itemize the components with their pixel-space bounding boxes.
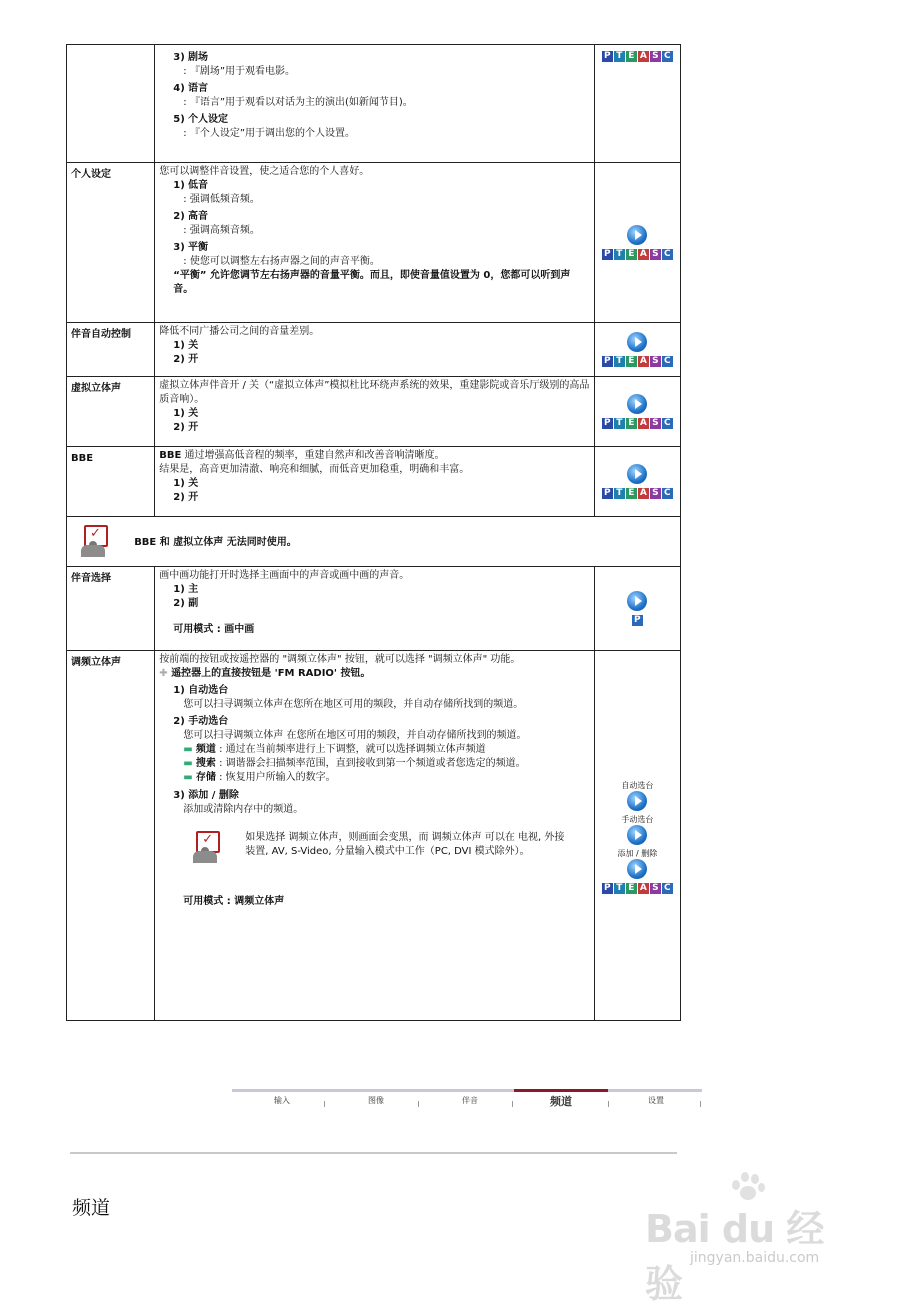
table-row: BBE BBE 通过增强高低音程的频率，重建自然声和改善音响清晰度。 结果是，高音更加清澈、响亮和细腻，而低音更加稳重，明确和丰富。 1) 关 2) 开 P T E A S C [67,447,681,517]
tab-sound[interactable]: 伴音 [462,1096,478,1105]
pteasc-badge: P T E A S C [602,249,673,260]
memo-icon: ✓ [77,525,111,559]
tab-channel[interactable]: 频道 [550,1095,572,1108]
play-icon[interactable] [627,591,647,611]
table-row: 个人设定 您可以调整伴音设置，使之适合您的个人喜好。 1) 低音 : 强调低频音频。 2) 高音 : 强调高频音频。 3) 平衡 : 使您可以调整左右扬声器之间的声音平衡。 “平衡” 允许您调节左右扬声器的音量平衡。而且，即使音量值设置为 0，您都可以听到声音。 P T E A S C [67,163,681,323]
pteasc-badge: P T E A S C [602,418,673,429]
row-label: 调频立体声 [67,651,155,1021]
tab-input[interactable]: 输入 [274,1096,290,1105]
bullet-icon: ▬ [183,744,193,755]
active-tab-indicator [514,1089,608,1092]
memo-icon: ✓ [189,831,223,865]
table-row: 3) 剧场 : 『剧场”用于观看电影。 4) 语言 : 『语言”用于观看以对话为主的演出(如新闻节目)。 5) 个人设定 : 『个人设定”用于调出您的个人设置。 P T E A S C [67,45,681,163]
play-icon[interactable] [627,394,647,414]
balance-note: “平衡” 允许您调节左右扬声器的音量平衡。而且，即使音量值设置为 0，您都可以听到声音。 [173,270,571,295]
play-icon[interactable] [627,825,647,845]
play-icon[interactable] [627,464,647,484]
table-row: 调频立体声 按前端的按钮或按遥控器的 "调频立体声" 按钮，就可以选择 "调频立体声" 功能。 ✚ 遥控器上的直接按钮是 'FM RADIO' 按钮。 1) 自动选台 您可以扫寻调频立体声在您所在地区可用的频段，并自动存储所找到的频道。 2) 手动选台 您可以扫寻调频立体声 在您所在地区可用的频段，并自动存储所找到的频道。 ▬ 频道 : 通过在当前频率进行上下调整，就可以选择调频立体声频道 ▬ 搜索 : 调谐器会扫描频率范围，直到接收到第一个频道或者您选定的频道。 ▬ 存储 : 恢复用户所输入的数字。 3) 添加 / 删除 添加或清除内存中的频道。 ✓ 如果选择 调频立体声，则画面会变黑，而 调频立体声 可以在 电视, 外接装置, AV, S-Video, 分量输入模式中工作（PC, DVI 模式除外）。 可用模式 : 调频立体声 自动选台 手动选台 添加 / 删除 P T E A S C [67,651,681,1021]
note-row [67,517,681,567]
table-row: 伴音选择 画中画功能打开时选择主画面中的声音或画中画的声音。 1) 主 2) 副 可用模式 : 画中画 P [67,567,681,651]
row-label: 虚拟立体声 [67,377,155,447]
row-label: 个人设定 [67,163,155,323]
p-badge: P [632,615,643,626]
row-label: BBE [67,447,155,517]
tab-settings[interactable]: 设置 [648,1096,664,1105]
pteasc-badge: P T E A S C [602,883,673,894]
page-title: 频道 [72,1197,111,1219]
pteasc-badge: P T E A S C [602,51,673,62]
table-row: 虚拟立体声 虚拟立体声伴音开 / 关（“虚拟立体声”模拟杜比环绕声系统的效果，重建影院或音乐厅级别的高品质音响）。 1) 关 2) 开 P T E A S C [67,377,681,447]
divider [70,1152,677,1154]
available-mode: 可用模式 : 画中画 [173,624,255,635]
play-icon[interactable] [627,225,647,245]
play-icon[interactable] [627,859,647,879]
baidu-watermark: Bai du 经验 jingyan.baidu.com [640,1170,860,1270]
settings-table [66,44,681,1021]
tab-image[interactable]: 图像 [368,1096,384,1105]
play-icon[interactable] [627,332,647,352]
table-row: 伴音自动控制 降低不同广播公司之间的音量差别。 1) 关 2) 开 P T E A S C [67,323,681,377]
play-icon[interactable] [627,791,647,811]
note-text: BBE 和 虚拟立体声 无法同时使用。 [134,536,297,548]
row-label: 伴音选择 [67,567,155,651]
available-mode: 可用模式 : 调频立体声 [183,896,285,907]
bullet-icon: ▬ [183,758,193,769]
pteasc-badge: P T E A S C [602,356,673,367]
document-body [66,44,681,1021]
pteasc-badge: P T E A S C [602,488,673,499]
footer-nav [232,1089,702,1114]
bullet-icon: ▬ [183,772,193,783]
row-label: 伴音自动控制 [67,323,155,377]
plus-icon: ✚ [159,668,168,679]
